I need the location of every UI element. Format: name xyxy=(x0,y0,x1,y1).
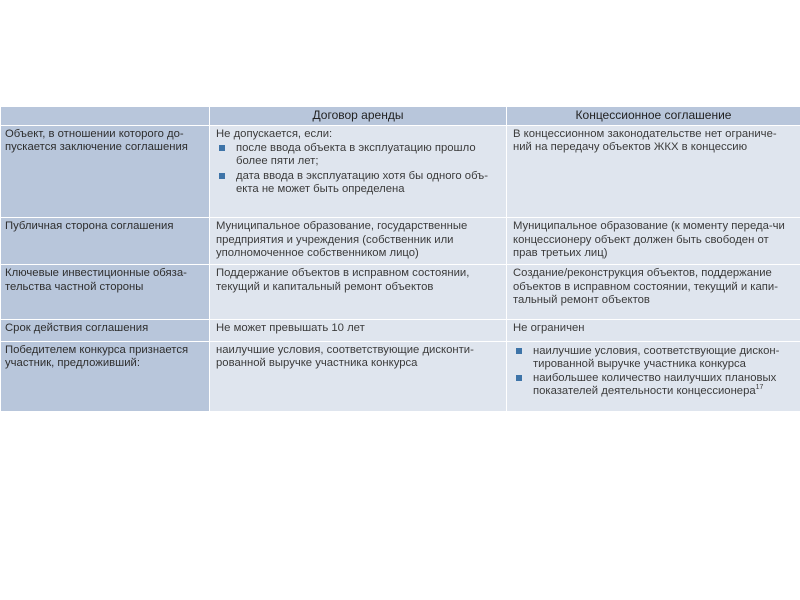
row-label: Объект, в отношении которого до-пускается заключение соглашения xyxy=(1,126,210,218)
concession-cell: В концессионном законодательстве нет ограниче-ний на передачу объектов ЖКХ в концессию xyxy=(507,126,800,218)
footnote-marker: 17 xyxy=(755,384,764,392)
table-row xyxy=(1,341,800,411)
row-label: Срок действия соглашения xyxy=(1,319,210,341)
concession-cell: Муниципальное образование (к моменту переда-чи концессионеру объект должен быть свободен от прав третьих лиц) xyxy=(507,218,800,265)
concession-cell: Создание/реконструкция объектов, поддержание объектов в исправном состоянии, текущий и капи-тальный ремонт объектов xyxy=(507,265,800,319)
row-label: Ключевые инвестиционные обяза-тельства частной стороны xyxy=(1,265,210,319)
bullet-item: после ввода объекта в эксплуатацию прошло более пяти лет; xyxy=(216,142,500,168)
header-corner-cell xyxy=(1,107,210,126)
lease-cell: Муниципальное образование, государственные предприятия и учреждения (собственник или уполномоченное собственником лицо) xyxy=(210,218,507,265)
lease-cell: Не может превышать 10 лет xyxy=(210,319,507,341)
header-concession-agreement: Концессионное соглашение xyxy=(507,107,800,126)
table-row xyxy=(1,218,800,265)
table-row xyxy=(1,319,800,341)
comparison-table xyxy=(0,106,800,412)
bullet-item: наилучшие условия, соответствующие дискон-тированной выручке участника конкурса xyxy=(513,345,794,371)
lease-cell xyxy=(210,126,507,218)
concession-cell: Не ограничен xyxy=(507,319,800,341)
row-label: Победителем конкурса признается участник, предложивший: xyxy=(1,341,210,411)
row-label: Публичная сторона соглашения xyxy=(1,218,210,265)
table-row xyxy=(1,265,800,319)
bullet-text: наибольшее количество наилучших плановых показателей деятельности концессионера xyxy=(533,372,777,398)
concession-cell xyxy=(507,341,800,411)
lease-cell: наилучшие условия, соответствующие дисконти-рованной выручке участника конкурса xyxy=(210,341,507,411)
lease-cell: Поддержание объектов в исправном состоянии, текущий и капитальный ремонт объектов xyxy=(210,265,507,319)
bullet-item: дата ввода в эксплуатацию хотя бы одного объ-екта не может быть определена xyxy=(216,170,500,196)
cell-intro: Не допускается, если: xyxy=(216,128,333,140)
header-row xyxy=(1,107,800,126)
bullet-item xyxy=(513,372,794,398)
header-lease-agreement: Договор аренды xyxy=(210,107,507,126)
table-row xyxy=(1,126,800,218)
